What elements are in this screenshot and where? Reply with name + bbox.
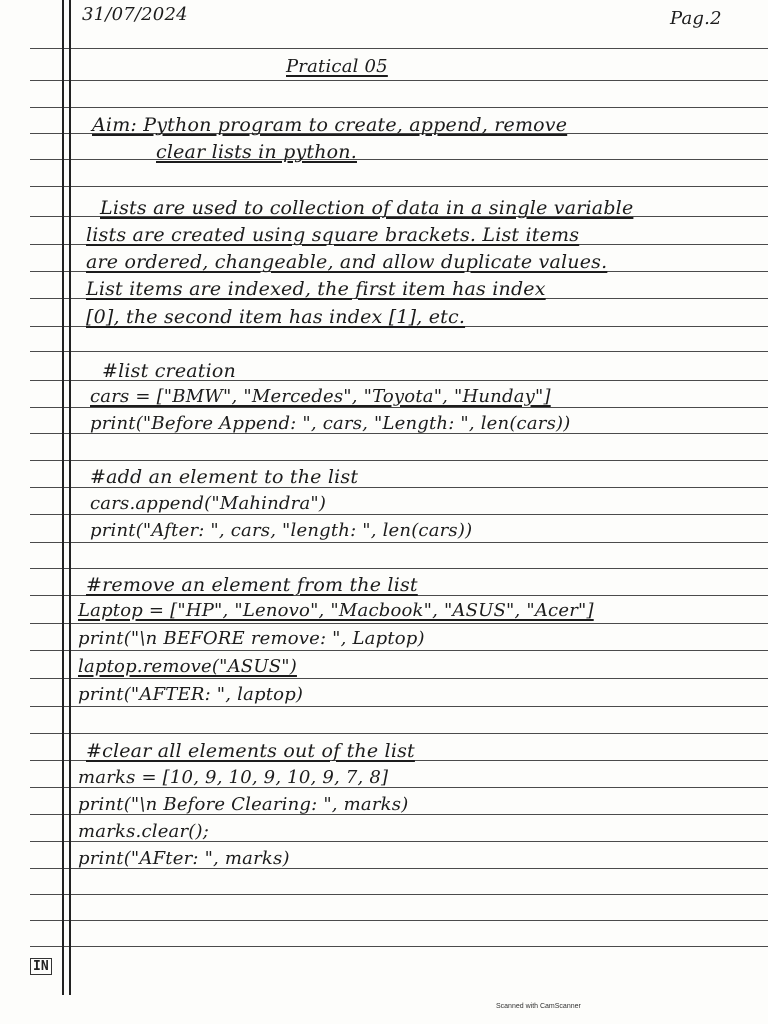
section-4-comment: #clear all elements out of the list bbox=[86, 740, 415, 762]
scanner-watermark: Scanned with CamScanner bbox=[496, 1003, 581, 1010]
intro-line-2: lists are created using square brackets. List items bbox=[86, 224, 580, 246]
margin-line-right bbox=[69, 0, 71, 995]
footer-mark: IN bbox=[30, 958, 52, 975]
section-1-code-2: print("Before Append: ", cars, "Length: ", len(cars)) bbox=[90, 413, 571, 434]
section-3-comment: #remove an element from the list bbox=[86, 574, 418, 596]
section-3-code-2: print("\n BEFORE remove: ", Laptop) bbox=[78, 628, 425, 649]
section-1-code-1: cars = ["BMW", "Mercedes", "Toyota", "Hunday"] bbox=[90, 386, 551, 407]
section-4-code-4: print("AFter: ", marks) bbox=[78, 848, 290, 869]
intro-line-4: List items are indexed, the first item has index bbox=[86, 278, 546, 300]
intro-line-1: Lists are used to collection of data in a single variable bbox=[100, 197, 634, 219]
section-4-code-3: marks.clear(); bbox=[78, 821, 210, 842]
section-2-code-2: print("After: ", cars, "length: ", len(cars)) bbox=[90, 520, 473, 541]
margin-line-left bbox=[62, 0, 64, 995]
section-2-comment: #add an element to the list bbox=[90, 466, 359, 488]
section-3-code-1: Laptop = ["HP", "Lenovo", "Macbook", "ASUS", "Acer"] bbox=[78, 600, 594, 621]
section-3-code-3: laptop.remove("ASUS") bbox=[78, 656, 297, 677]
page-title: Pratical 05 bbox=[286, 56, 388, 77]
section-2-code-1: cars.append("Mahindra") bbox=[90, 493, 327, 514]
aim-line-2: clear lists in python. bbox=[156, 141, 357, 163]
section-1-comment: #list creation bbox=[102, 360, 236, 382]
section-4-code-2: print("\n Before Clearing: ", marks) bbox=[78, 794, 409, 815]
section-4-code-1: marks = [10, 9, 10, 9, 10, 9, 7, 8] bbox=[78, 767, 389, 788]
page-number: Pag.2 bbox=[670, 8, 722, 29]
section-3-code-4: print("AFTER: ", laptop) bbox=[78, 684, 304, 705]
intro-line-5: [0], the second item has index [1], etc. bbox=[86, 306, 466, 328]
date: 31/07/2024 bbox=[82, 4, 188, 25]
aim-line-1: Aim: Python program to create, append, remove bbox=[92, 114, 568, 136]
intro-line-3: are ordered, changeable, and allow duplicate values. bbox=[86, 251, 608, 273]
